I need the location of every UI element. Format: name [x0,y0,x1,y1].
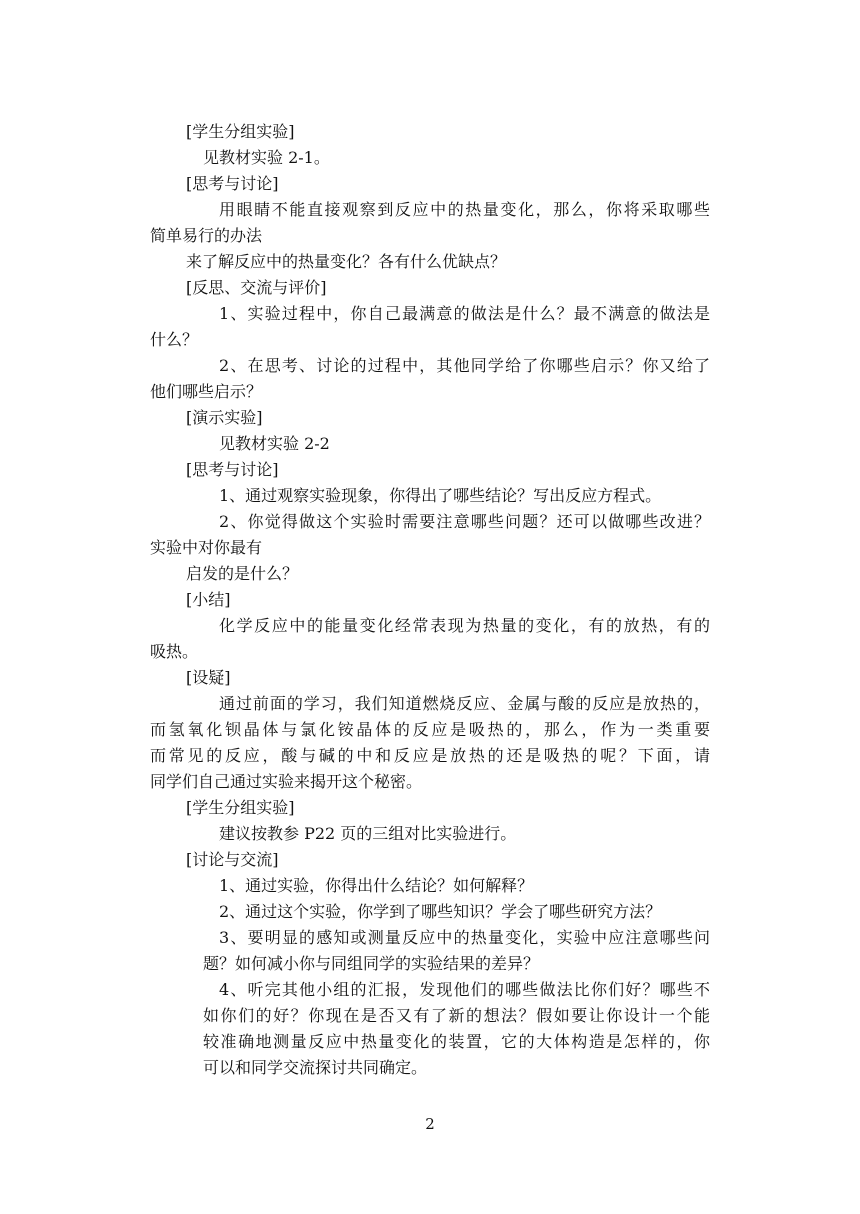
text-line: 化学反应中的能量变化经常表现为热量的变化，有的放热，有的 [219,616,710,635]
section-heading: [讨论与交流] [186,850,279,869]
text-line: 建议按教参 P22 页的三组对比实验进行。 [219,824,517,843]
page-number: 2 [425,1115,435,1133]
section-heading: [思考与讨论] [186,174,279,193]
text-line: 简单易行的办法 [150,226,263,245]
text-line: 而常见的反应，酸与碱的中和反应是放热的还是吸热的呢？下面，请 [150,746,710,765]
text-line: 如你们的好？你现在是否又有了新的想法？假如要让你设计一个能 [203,1006,710,1025]
text-line: 见教材实验 2-2 [219,434,330,453]
section-heading: [反思、交流与评价] [186,278,327,297]
text-line: 而氢氧化钡晶体与氯化铵晶体的反应是吸热的，那么，作为一类重要 [150,720,710,739]
text-line: 他们哪些启示？ [150,382,263,401]
text-line: 什么？ [150,330,199,349]
section-heading: [小结] [186,590,231,609]
text-line: 4、听完其他小组的汇报，发现他们的哪些做法比你们好？哪些不 [219,980,710,999]
text-line: 1、通过观察实验现象，你得出了哪些结论？写出反应方程式。 [219,486,662,505]
text-line: 题？如何减小你与同组同学的实验结果的差异？ [203,954,540,973]
text-line: 实验中对你最有 [150,538,263,557]
text-line: 2、在思考、讨论的过程中，其他同学给了你哪些启示？你又给了 [219,356,710,375]
text-line: 1、通过实验，你得出什么结论？如何解释？ [219,876,534,895]
text-line: 1、实验过程中，你自己最满意的做法是什么？最不满意的做法是 [219,304,710,323]
text-line: 见教材实验 2-1。 [203,148,330,167]
section-heading: [思考与讨论] [186,460,279,479]
text-line: 用眼睛不能直接观察到反应中的热量变化，那么，你将采取哪些 [219,200,710,219]
text-line: 较准确地测量反应中热量变化的装置，它的大体构造是怎样的，你 [203,1032,710,1051]
text-line: 通过前面的学习，我们知道燃烧反应、金属与酸的反应是放热的， [219,694,710,713]
text-line: 可以和同学交流探讨共同确定。 [203,1058,428,1077]
text-line: 2、你觉得做这个实验时需要注意哪些问题？还可以做哪些改进？ [219,512,710,531]
text-line: 2、通过这个实验，你学到了哪些知识？学会了哪些研究方法？ [219,902,662,921]
section-heading: [演示实验] [186,408,263,427]
section-heading: [设疑] [186,668,231,687]
text-line: 来了解反应中的热量变化？各有什么优缺点？ [186,252,507,271]
text-line: 吸热。 [150,642,199,661]
section-heading: [学生分组实验] [186,122,295,141]
text-line: 同学们自己通过实验来揭开这个秘密。 [150,772,423,791]
text-line: 3、要明显的感知或测量反应中的热量变化，实验中应注意哪些问 [219,928,710,947]
section-heading: [学生分组实验] [186,798,295,817]
text-line: 启发的是什么？ [186,564,299,583]
